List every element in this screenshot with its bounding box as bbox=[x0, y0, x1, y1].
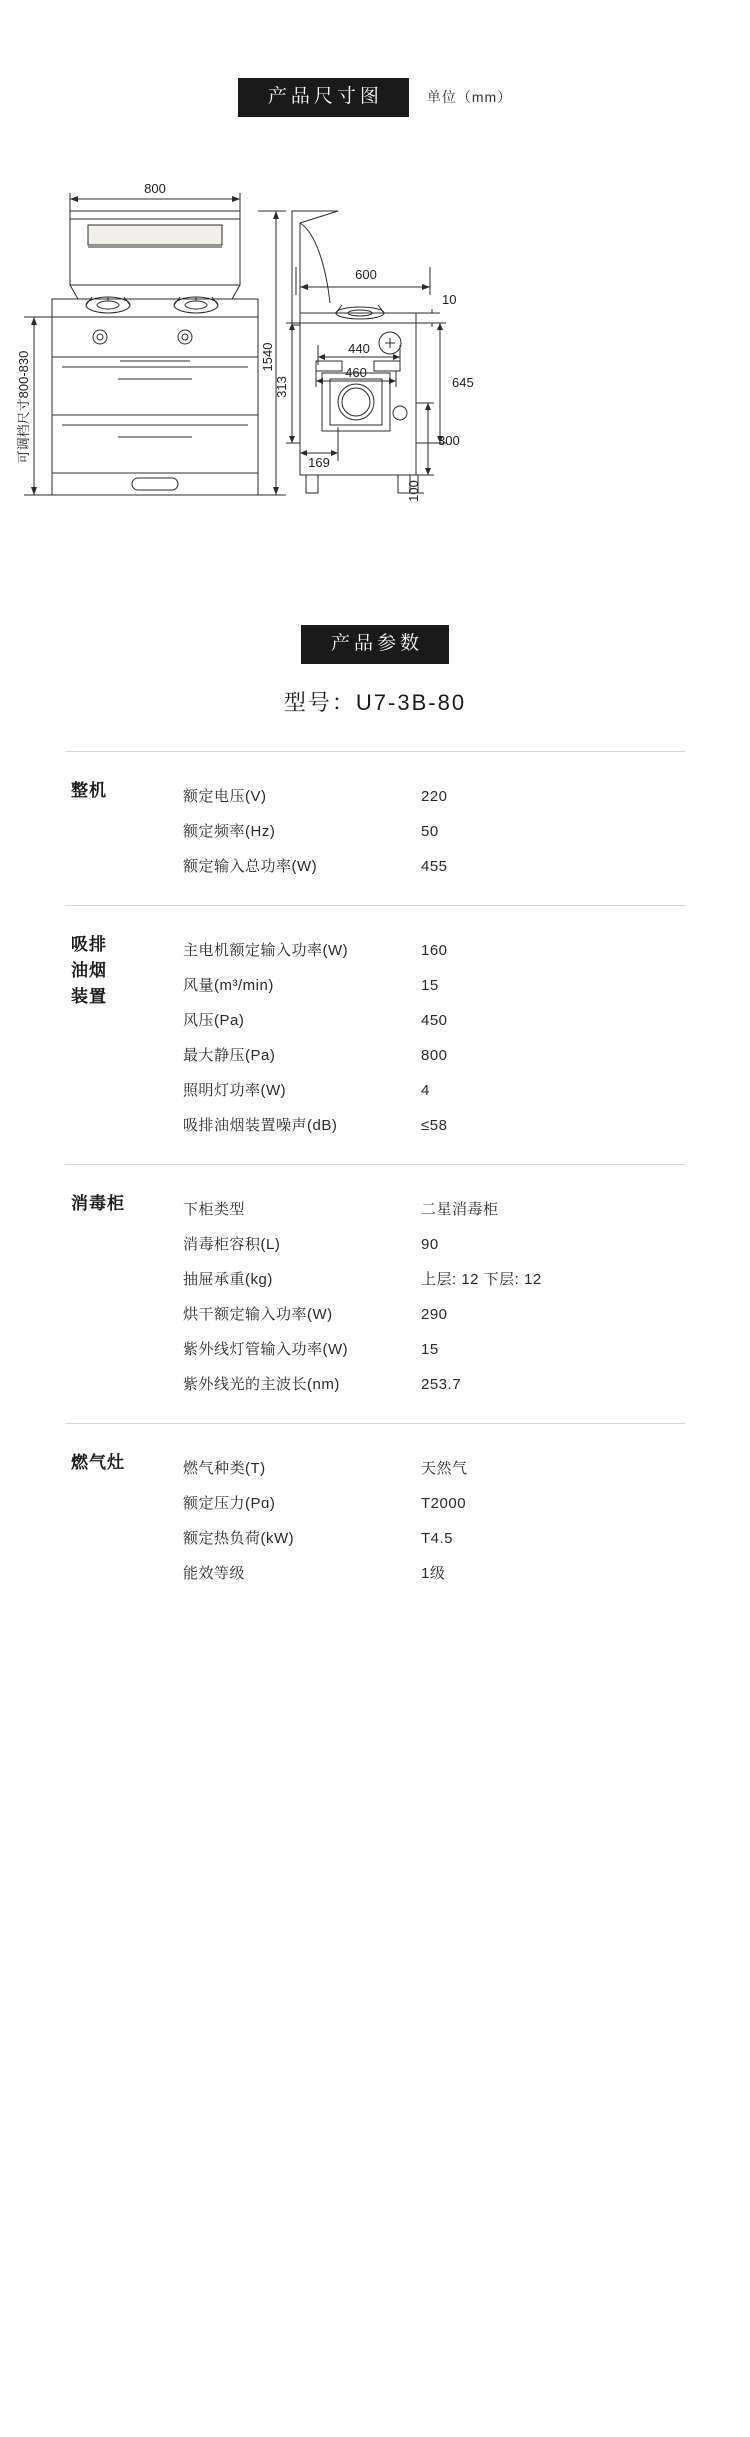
spec-value: 90 bbox=[421, 1235, 439, 1253]
spec-label: 照明灯功率(W) bbox=[183, 1081, 287, 1099]
spec-group-title: 燃气灶 bbox=[71, 1452, 125, 1472]
spec-label: 抽屉承重(kg) bbox=[183, 1270, 273, 1288]
spec-value: 450 bbox=[421, 1011, 448, 1029]
spec-value: 160 bbox=[421, 941, 448, 959]
spec-label: 风量(m³/min) bbox=[183, 976, 274, 994]
page-bottom-space bbox=[0, 1612, 750, 1732]
spec-row bbox=[183, 1107, 685, 1142]
spec-value: 290 bbox=[421, 1305, 448, 1323]
spec-row bbox=[183, 1331, 685, 1366]
spec-label: 燃气种类(T) bbox=[183, 1459, 266, 1477]
spec-row bbox=[183, 778, 685, 813]
spec-value: 上层: 12 下层: 12 bbox=[421, 1270, 542, 1288]
dim-label-313: 313 bbox=[274, 376, 289, 398]
spec-group-rows bbox=[183, 1450, 685, 1590]
spec-label: 吸排油烟装置噪声(dB) bbox=[183, 1116, 338, 1134]
spec-label: 消毒柜容积(L) bbox=[183, 1235, 281, 1253]
dimension-unit-note: 单位（mm） bbox=[426, 89, 513, 106]
spec-group-gas-stove bbox=[65, 1423, 685, 1612]
product-model-line: 型号：U7-3B-80 bbox=[283, 689, 467, 715]
dim-label-width-800: 800 bbox=[144, 180, 166, 196]
spec-value: 天然气 bbox=[421, 1459, 468, 1477]
spec-value: 800 bbox=[421, 1046, 448, 1064]
spec-label: 能效等级 bbox=[183, 1564, 246, 1582]
dim-label-645: 645 bbox=[452, 374, 474, 390]
spec-group-title-line: 装置 bbox=[71, 987, 107, 1007]
product-parameters-section bbox=[0, 615, 750, 1732]
dimension-svg bbox=[0, 175, 750, 615]
spec-group-title: 整机 bbox=[71, 780, 107, 800]
spec-group-title: 消毒柜 bbox=[71, 1193, 125, 1213]
spec-table bbox=[65, 751, 685, 1612]
params-banner-row bbox=[0, 625, 750, 664]
spec-row bbox=[183, 813, 685, 848]
spec-group-rows bbox=[183, 932, 685, 1142]
dim-label-300: 300 bbox=[438, 432, 460, 448]
spec-group-title bbox=[65, 932, 183, 1011]
spec-row bbox=[183, 932, 685, 967]
spec-row bbox=[183, 1485, 685, 1520]
product-dimension-drawing bbox=[0, 175, 750, 615]
spec-value: ≤58 bbox=[421, 1116, 448, 1134]
spec-value: 455 bbox=[421, 857, 448, 875]
dim-label-10: 10 bbox=[442, 291, 457, 307]
spec-row bbox=[183, 1191, 685, 1226]
spec-value: T4.5 bbox=[421, 1529, 454, 1547]
spec-row bbox=[183, 1261, 685, 1296]
spec-label: 风压(Pa) bbox=[183, 1011, 245, 1029]
spec-group-whole-machine bbox=[65, 751, 685, 905]
spec-row bbox=[183, 1072, 685, 1107]
spec-label: 最大静压(Pa) bbox=[183, 1046, 276, 1064]
spec-group-rows bbox=[183, 1191, 685, 1401]
dimension-drawing-section bbox=[0, 0, 750, 615]
spec-label: 额定电压(V) bbox=[183, 787, 267, 805]
spec-value: T2000 bbox=[421, 1494, 467, 1512]
spec-row bbox=[183, 1450, 685, 1485]
spec-label: 紫外线光的主波长(nm) bbox=[183, 1375, 340, 1393]
dimension-banner-row bbox=[0, 78, 750, 117]
spec-row bbox=[183, 1520, 685, 1555]
spec-value: 4 bbox=[421, 1081, 430, 1099]
spec-group-title-line: 油烟 bbox=[71, 961, 107, 981]
spec-value: 253.7 bbox=[421, 1375, 462, 1393]
dim-label-height-1540: 1540 bbox=[260, 342, 275, 372]
spec-label: 紫外线灯管输入功率(W) bbox=[183, 1340, 349, 1358]
spec-label: 额定输入总功率(W) bbox=[183, 857, 318, 875]
dim-label-460: 460 bbox=[345, 364, 367, 380]
spec-row bbox=[183, 1555, 685, 1590]
spec-row bbox=[183, 1226, 685, 1261]
params-banner-title: 产品参数 bbox=[301, 625, 449, 664]
spec-value: 15 bbox=[421, 976, 439, 994]
spec-value: 15 bbox=[421, 1340, 439, 1358]
dim-label-depth-600: 600 bbox=[355, 266, 377, 282]
spec-label: 额定热负荷(kW) bbox=[183, 1529, 295, 1547]
spec-row bbox=[183, 1002, 685, 1037]
spec-label: 下柜类型 bbox=[183, 1200, 246, 1218]
dimension-banner-title: 产品尺寸图 bbox=[238, 78, 409, 117]
spec-group-range-hood bbox=[65, 905, 685, 1164]
dim-label-adjustable-height: 可调档尺寸800-830 bbox=[16, 350, 31, 464]
spec-row bbox=[183, 1296, 685, 1331]
spec-row bbox=[183, 848, 685, 883]
spec-value: 1级 bbox=[421, 1564, 446, 1582]
dim-label-169: 169 bbox=[308, 454, 330, 470]
spec-value: 50 bbox=[421, 822, 439, 840]
spec-label: 主电机额定输入功率(W) bbox=[183, 941, 349, 959]
spec-label: 烘干额定输入功率(W) bbox=[183, 1305, 333, 1323]
spec-row bbox=[183, 1366, 685, 1401]
spec-value: 220 bbox=[421, 787, 448, 805]
dim-label-100: 100 bbox=[406, 480, 421, 502]
spec-group-sterilizer bbox=[65, 1164, 685, 1423]
spec-label: 额定压力(Pɑ) bbox=[183, 1494, 276, 1512]
spec-group-title-line: 吸排 bbox=[71, 934, 107, 954]
spec-label: 额定频率(Hz) bbox=[183, 822, 276, 840]
spec-row bbox=[183, 1037, 685, 1072]
spec-row bbox=[183, 967, 685, 1002]
spec-group-rows bbox=[183, 778, 685, 883]
dim-label-440: 440 bbox=[348, 340, 370, 356]
spec-value: 二星消毒柜 bbox=[421, 1200, 499, 1218]
